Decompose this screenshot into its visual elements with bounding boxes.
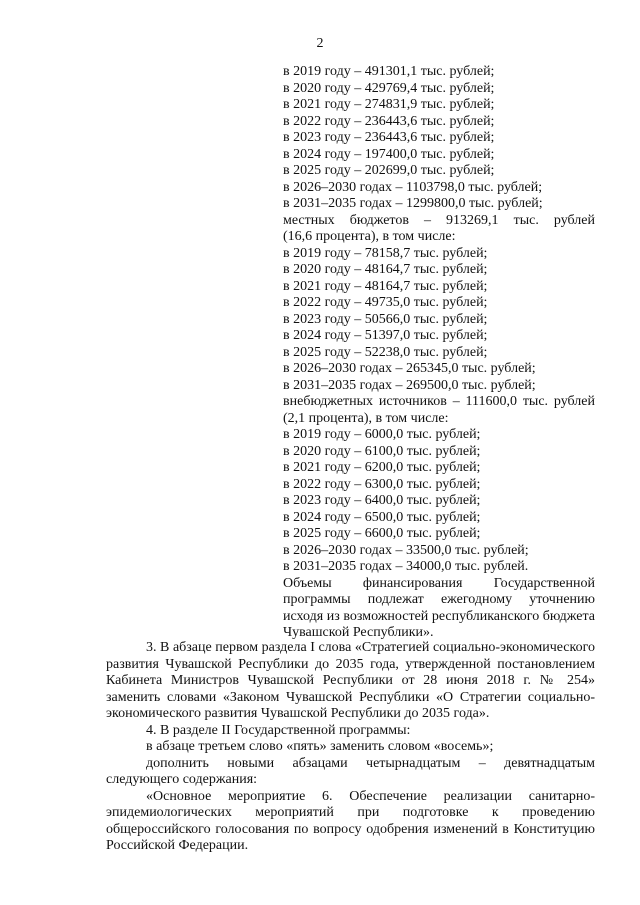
- republic-year-line: в 2020 году – 429769,4 тыс. рублей;: [283, 80, 495, 96]
- offbudget-year-line: в 2022 году – 6300,0 тыс. рублей;: [283, 476, 481, 492]
- paragraph-4-item-b: дополнить новыми абзацами четырнадцатым – девятнадцатым следующего содержания:: [106, 755, 595, 787]
- local-year-line: в 2023 году – 50566,0 тыс. рублей;: [283, 311, 488, 327]
- republic-year-line: в 2031–2035 годах – 1299800,0 тыс. рублей;: [283, 196, 543, 211]
- local-year-line: в 2024 году – 51397,0 тыс. рублей;: [283, 328, 488, 343]
- local-year-line: в 2021 году – 48164,7 тыс. рублей;: [283, 278, 488, 294]
- republic-year-line: в 2025 году – 202699,0 тыс. рублей;: [283, 163, 495, 178]
- page-number: 2: [316, 36, 324, 51]
- local-year-line: в 2020 году – 48164,7 тыс. рублей;: [283, 262, 488, 277]
- offbudget-year-line: в 2020 году – 6100,0 тыс. рублей;: [283, 443, 481, 459]
- republic-year-line: в 2021 году – 274831,9 тыс. рублей;: [283, 97, 495, 112]
- offbudget-heading-cont: (2,1 процента), в том числе:: [283, 410, 449, 426]
- republic-year-line: в 2024 году – 197400,0 тыс. рублей;: [283, 146, 495, 162]
- funding-closing-note: Объемы финансирования Государственной программы подлежат ежегодному уточнению исходя из возможностей республиканского бюджета Чувашской Республики».: [283, 575, 595, 640]
- amendments-body: [106, 640, 595, 855]
- offbudget-heading: внебюджетных источников – 111600,0 тыс. рублей: [283, 394, 595, 409]
- offbudget-year-line: в 2025 году – 6600,0 тыс. рублей;: [283, 526, 481, 541]
- funding-column: [283, 64, 595, 642]
- paragraph-4: 4. В разделе II Государственной программы:: [146, 722, 411, 738]
- paragraph-4-item-a: в абзаце третьем слово «пять» заменить словом «восемь»;: [146, 739, 494, 754]
- offbudget-year-line: в 2023 году – 6400,0 тыс. рублей;: [283, 493, 481, 508]
- offbudget-year-line: в 2026–2030 годах – 33500,0 тыс. рублей;: [283, 542, 529, 558]
- republic-year-line: в 2022 году – 236443,6 тыс. рублей;: [283, 113, 495, 129]
- republic-year-line: в 2019 году – 491301,1 тыс. рублей;: [283, 64, 495, 79]
- offbudget-year-line: в 2019 году – 6000,0 тыс. рублей;: [283, 427, 481, 442]
- local-budget-heading-cont: (16,6 процента), в том числе:: [283, 229, 456, 244]
- local-budget-heading: местных бюджетов – 913269,1 тыс. рублей: [283, 212, 595, 228]
- offbudget-year-line: в 2031–2035 годах – 34000,0 тыс. рублей.: [283, 559, 529, 574]
- offbudget-year-line: в 2024 году – 6500,0 тыс. рублей;: [283, 509, 481, 525]
- offbudget-year-line: в 2021 году – 6200,0 тыс. рублей;: [283, 460, 481, 475]
- republic-year-line: в 2026–2030 годах – 1103798,0 тыс. рублей;: [283, 179, 543, 195]
- paragraph-3: 3. В абзаце первом раздела I слова «Стратегией социально-экономического развития Чувашской Республики до 2035 года, утвержденной постановлением Кабинета Министров Чувашской Республики от 28 июня 2018 г. № 254» заменить словами «Законом Чувашской Республики «О Стратегии социально-экономического развития Чувашской Республики до 2035 года».: [106, 640, 595, 721]
- local-year-line: в 2026–2030 годах – 265345,0 тыс. рублей;: [283, 361, 536, 376]
- paragraph-4-item-c: «Основное мероприятие 6. Обеспечение реализации санитарно-эпидемиологических мероприятий при подготовке к проведению общероссийского голосования по вопросу одобрения изменений в Конституцию Российской Федерации.: [106, 788, 595, 853]
- local-year-line: в 2031–2035 годах – 269500,0 тыс. рублей;: [283, 377, 536, 393]
- local-year-line: в 2022 году – 49735,0 тыс. рублей;: [283, 295, 488, 310]
- local-year-line: в 2025 году – 52238,0 тыс. рублей;: [283, 344, 488, 360]
- local-year-line: в 2019 году – 78158,7 тыс. рублей;: [283, 245, 488, 261]
- republic-year-line: в 2023 году – 236443,6 тыс. рублей;: [283, 130, 495, 145]
